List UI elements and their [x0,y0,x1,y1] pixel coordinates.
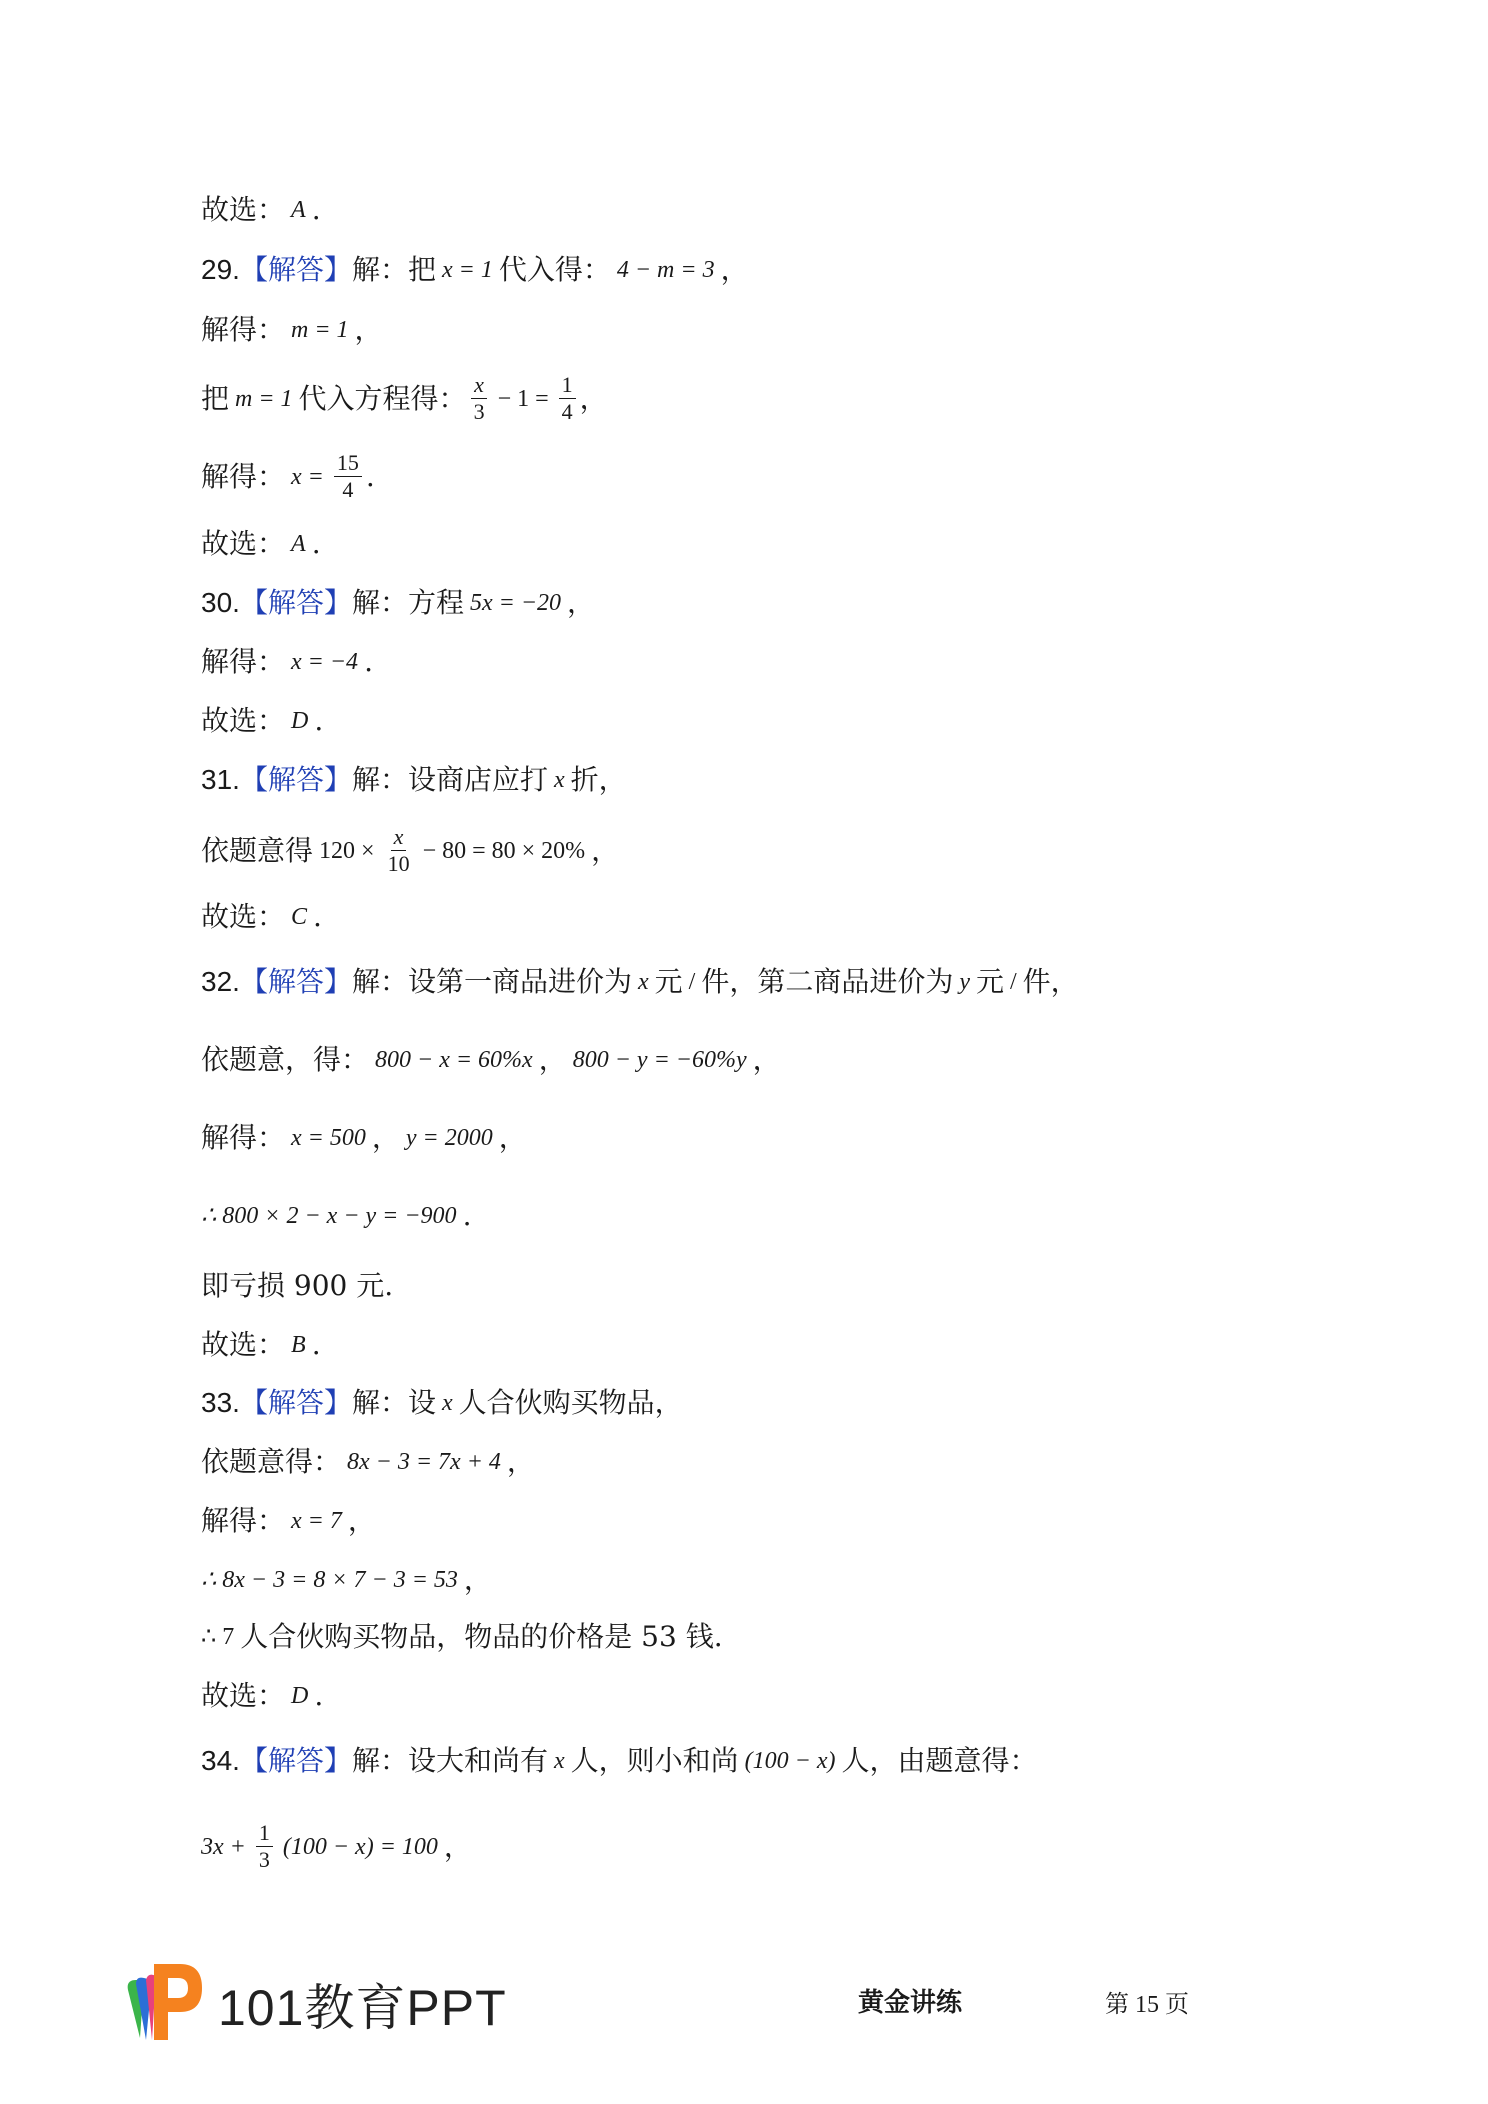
fraction [385,824,413,877]
math-expression: ∴ 8x − 3 = 8 × 7 − 3 = 53 [201,1567,458,1593]
math-expression: 800 − x = 60%x [375,1047,533,1073]
line-text: 故选： [201,900,286,933]
punctuation: . [313,900,322,933]
math-expression: x [441,1390,453,1416]
fraction [471,372,488,425]
line-text: 故选： [201,193,286,226]
text-line [201,1442,535,1482]
line-text: 故选： [201,1328,286,1361]
punctuation: . [462,1199,472,1232]
line-text: 解得： [201,459,286,493]
math-expression: 4 − m = 3 [616,257,715,283]
denominator: 3 [473,399,485,424]
numerator: 1 [559,372,576,399]
math-expression: m = 1 [291,317,349,343]
line-text: 件， [1022,965,1079,998]
denominator: 3 [258,1847,270,1872]
line-text: 解：把 [351,253,436,286]
text-line [201,190,321,230]
text-line [201,1040,781,1080]
text-line [201,1676,323,1716]
logo-letter-p [154,1964,202,2040]
line-text: 故选： [201,704,286,737]
numerator: x [471,372,487,399]
line-text: 元 [975,965,1004,998]
punctuation: . [364,645,373,678]
question-number: 29. [201,254,240,285]
question-number: 31. [201,764,240,795]
punctuation: . [314,704,324,737]
line-text: 依题意，得： [201,1043,370,1076]
line-text: 人，则小和尚 [570,1744,739,1777]
math-expression: x = 1 [441,257,493,283]
math-expression: y [959,969,970,995]
math-expression: x [637,969,649,995]
text-line [201,1820,472,1873]
math-expression: x = 500 [291,1125,366,1151]
math-expression: C [291,904,308,930]
text-line [201,1617,723,1657]
math-expression: 8x − 3 = 7x + 4 [347,1449,501,1475]
math-expression: x [553,1748,565,1774]
question-number: 32. [201,966,240,997]
punctuation: ， [591,833,620,867]
punctuation: ， [354,313,383,346]
math-expression: / [688,969,696,995]
punctuation: . [311,1328,321,1361]
answer-tag: 【解答】 [239,763,352,796]
punctuation: . [311,193,321,226]
math-expression: B [291,1332,306,1358]
answer-tag: 【解答】 [239,1744,352,1777]
fraction [334,450,362,503]
math-expression: x = [291,463,324,490]
numerator: x [391,824,407,851]
math-expression: ∴ 7 [201,1624,235,1650]
text-line [201,372,608,425]
math-expression: ∴ 800 × 2 − x − y = −900 [201,1203,457,1229]
line-text: 解得： [201,645,286,678]
fraction [256,1820,273,1873]
punctuation: . [314,1679,324,1712]
punctuation: ， [538,1043,567,1076]
punctuation: . [311,527,321,560]
line-text: 即亏损 900 元. [201,1269,394,1302]
text-line [201,824,619,877]
text-line [201,524,321,564]
denominator: 4 [342,477,354,502]
text-line [201,1118,527,1158]
numerator: 1 [256,1820,273,1847]
fraction [559,372,576,425]
answer-heading [201,962,1079,1002]
answer-heading [201,1383,683,1423]
math-expression: / [1010,969,1017,995]
footer-title: 黄金讲练 [858,1988,963,2018]
punctuation: ， [498,1121,527,1154]
math-expression: − 1 = [497,385,549,412]
line-text: 解：方程 [351,586,464,619]
punctuation: ， [579,381,608,415]
punctuation: ， [567,586,596,619]
math-expression: x [553,767,565,793]
answer-tag: 【解答】 [239,1386,352,1419]
numerator: 15 [334,450,362,477]
math-expression: 3x + [201,1833,246,1860]
text-line [201,701,323,741]
line-text: 故选： [201,1679,286,1712]
line-text: 代入得： [498,253,611,286]
text-line [201,1325,321,1365]
math-expression: (100 − x) = 100 [282,1833,438,1860]
question-number: 33. [201,1387,240,1418]
math-expression: y = 2000 [405,1125,493,1151]
line-text: 人合伙购买物品，物品的价格是 53 钱. [240,1620,723,1653]
line-text: 解：设第一商品进价为 [351,965,632,998]
brand-logo-icon [110,1950,206,2046]
question-number: 30. [201,587,240,618]
math-expression: − 80 = 80 × 20% [422,837,586,864]
punctuation: ， [463,1563,492,1596]
punctuation: ， [720,253,749,286]
text-line [201,1196,471,1236]
punctuation: ， [371,1121,400,1154]
text-line [201,642,373,682]
question-number: 34. [201,1745,240,1776]
text-line [201,450,375,503]
line-text: 人合伙购买物品， [458,1386,683,1419]
line-text: 折， [570,763,627,796]
line-text: 元 [654,965,683,998]
brand-name: 101教育PPT [218,1980,507,2036]
line-text: 解：设 [351,1386,436,1419]
answer-tag: 【解答】 [239,965,352,998]
denominator: 4 [561,399,573,424]
line-text: 解得： [201,1121,286,1154]
line-text: 解得： [201,1504,286,1537]
math-expression: D [291,708,309,734]
punctuation: ， [752,1043,781,1076]
line-text: 解：设商店应打 [351,763,548,796]
math-expression: 5x = −20 [469,590,562,616]
line-text: 解：设大和尚有 [351,1744,548,1777]
line-text: 把 [201,381,230,415]
text-line [201,310,383,350]
math-expression: x = 7 [291,1508,342,1534]
line-text: 人，由题意得： [841,1744,1038,1777]
math-expression: 800 − y = −60%y [572,1047,747,1073]
line-text: 代入方程得： [298,381,467,415]
answer-heading [201,1741,1038,1781]
math-expression: (100 − x) [744,1748,836,1774]
math-expression: D [291,1683,309,1709]
answer-heading [201,760,627,800]
text-line [201,897,322,937]
punctuation: ， [443,1829,472,1863]
answer-tag: 【解答】 [239,253,352,286]
answer-heading [201,250,749,290]
punctuation: . [365,459,375,493]
text-line [201,1501,376,1541]
punctuation: ， [347,1504,376,1537]
answer-heading [201,583,595,623]
denominator: 10 [387,851,410,876]
line-text: 依题意得： [201,1445,342,1478]
line-text: 依题意得 [201,833,314,867]
punctuation: ， [506,1445,535,1478]
line-text: 解得： [201,313,286,346]
text-line [201,1266,393,1306]
line-text: 件，第二商品进价为 [701,965,954,998]
page-number: 第 15 页 [1105,1992,1189,2018]
answer-tag: 【解答】 [239,586,352,619]
text-line [201,1560,492,1600]
math-expression: 120 × [319,837,375,864]
math-expression: x = −4 [291,649,359,675]
math-expression: A [291,531,306,557]
math-expression: m = 1 [235,385,293,412]
line-text: 故选： [201,527,286,560]
math-expression: A [291,197,306,223]
